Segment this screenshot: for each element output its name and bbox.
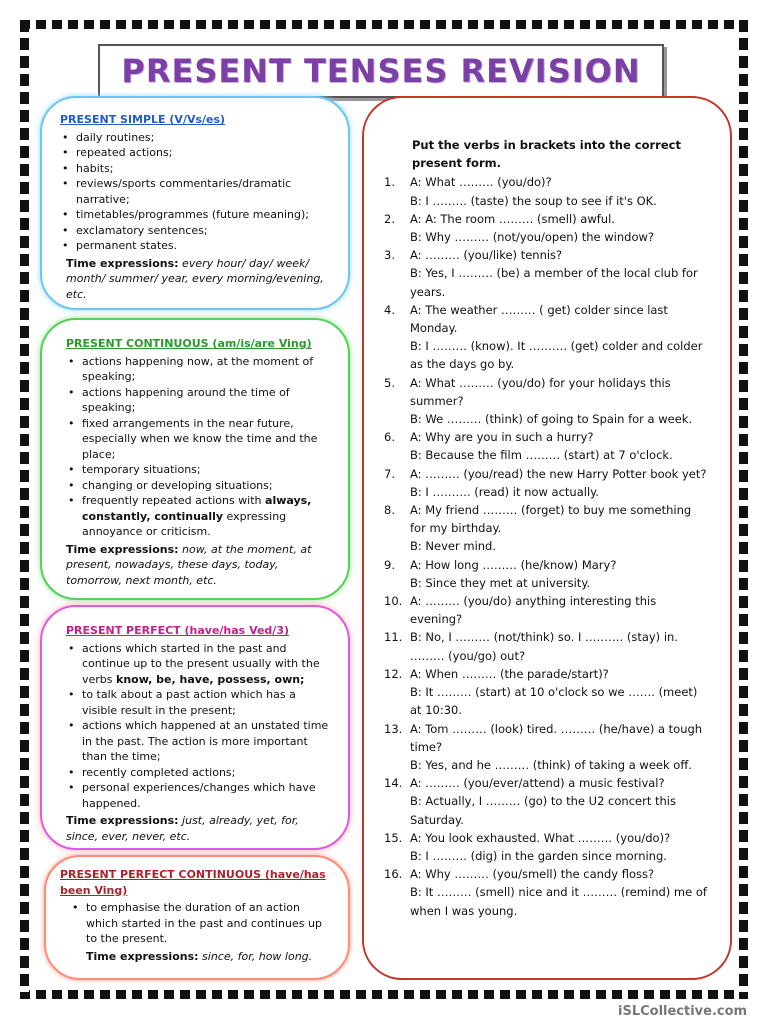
present-perfect-continuous-list	[60, 900, 334, 947]
exercise-line: B: It ……… (start) at 10 o'clock so we ……. (meet) at 10:30.	[410, 685, 698, 718]
exercise-item	[384, 720, 710, 775]
exercise-line: A: Why ……… (you/smell) the candy floss?	[410, 867, 655, 882]
exercise-line: A: Tom ……… (look) tired. ……… (he/have) a tough time?	[410, 721, 703, 754]
exercise-line: B: Why ……… (not/you/open) the window?	[410, 230, 654, 245]
exercise-number: 1.	[384, 175, 395, 190]
exercise-line: B: Actually, I ……… (go) to the U2 concert this Saturday.	[410, 794, 676, 827]
exercise-number: 16.	[384, 867, 403, 882]
present-continuous-list	[66, 354, 334, 540]
list-item: • temporary situations;	[82, 462, 334, 478]
exercise-line: B: Since they met at university.	[410, 575, 591, 590]
exercise-number: 14.	[384, 776, 403, 791]
decorative-border-right	[739, 20, 748, 999]
list-item: • reviews/sports commentaries/dramatic narrative;	[76, 176, 334, 207]
present-perfect-continuous-time-expressions: Time expressions: since, for, how long.	[86, 949, 313, 963]
exercise-number: 2.	[384, 211, 395, 226]
exercise-instruction: Put the verbs in brackets into the correct present form.	[412, 138, 681, 171]
exercise-line: A: My friend ……… (forget) to buy me something for my birthday.	[410, 503, 692, 536]
exercise-line: B: It ……… (smell) nice and it ……… (remind) me of when I was young.	[410, 885, 707, 918]
exercise-line: A: ……… (you/do) anything interesting this evening?	[410, 594, 657, 627]
exercise-line: B: I ……… (know). It ………. (get) colder and colder as the days go by.	[410, 339, 703, 372]
exercise-line: B: I ……… (taste) the soup to see if it's OK.	[410, 193, 657, 208]
list-item: • daily routines;	[76, 130, 334, 146]
exercise-number: 5.	[384, 375, 395, 390]
present-simple-box	[40, 96, 350, 310]
exercise-item	[384, 556, 710, 592]
list-item: • recently completed actions;	[82, 765, 334, 781]
exercise-line: A: Why are you in such a hurry?	[410, 430, 594, 445]
exercise-line: A: How long ……… (he/know) Mary?	[410, 557, 617, 572]
exercise-line: A: You look exhausted. What ……… (you/do)?	[410, 830, 671, 845]
exercise-item	[384, 501, 710, 556]
list-item: • timetables/programmes (future meaning);	[76, 207, 334, 223]
present-continuous-heading: PRESENT CONTINUOUS (am/is/are Ving)	[66, 337, 312, 350]
exercise-number: 10.	[384, 594, 403, 609]
exercise-number: 9.	[384, 557, 395, 572]
exercise-line: B: Never mind.	[410, 539, 497, 554]
exercise-number: 12.	[384, 666, 403, 681]
exercise-item	[384, 246, 710, 301]
exercise-item	[384, 301, 710, 374]
list-item: • repeated actions;	[76, 145, 334, 161]
list-item: • permanent states.	[76, 238, 334, 254]
present-simple-heading: PRESENT SIMPLE (V/Vs/es)	[60, 113, 226, 126]
present-perfect-continuous-box	[44, 855, 350, 980]
exercise-line: B: Yes, and he ……… (think) of taking a week off.	[410, 757, 692, 772]
exercise-line: B: Because the film ……… (start) at 7 o'clock.	[410, 448, 673, 463]
present-perfect-continuous-heading: PRESENT PERFECT CONTINUOUS (have/has been Ving)	[60, 868, 326, 897]
page-title: PRESENT TENSES REVISION	[121, 52, 641, 90]
present-perfect-box	[40, 605, 350, 850]
exercise-number: 13.	[384, 721, 403, 736]
exercise-item	[384, 428, 710, 464]
list-item: • exclamatory sentences;	[76, 223, 334, 239]
list-item: • to emphasise the duration of an action which started in the past and continues up to the present.	[86, 900, 334, 947]
exercise-item	[384, 829, 710, 865]
present-perfect-time-expressions: Time expressions: just, already, yet, for, since, ever, never, etc.	[66, 814, 299, 843]
exercise-line: A: What ……… (you/do) for your holidays this summer?	[410, 375, 671, 408]
present-perfect-list	[66, 641, 334, 812]
list-item: • frequently repeated actions with always, constantly, continually expressing annoyance or criticism.	[82, 493, 334, 540]
exercise-number: 15.	[384, 830, 403, 845]
exercise-line: B: I ………. (read) it now actually.	[410, 484, 599, 499]
decorative-border-top	[20, 20, 748, 29]
exercise-number: 6.	[384, 430, 395, 445]
exercise-line: A: ……… (you/ever/attend) a music festival?	[410, 776, 665, 791]
list-item: • actions happening now, at the moment of speaking;	[82, 354, 334, 385]
site-credit: iSLCollective.com	[618, 1004, 748, 1019]
exercise-line: B: Yes, I ……… (be) a member of the local club for years.	[410, 266, 698, 299]
exercise-number: 3.	[384, 248, 395, 263]
exercise-item	[384, 774, 710, 829]
exercise-number: 7.	[384, 466, 395, 481]
exercise-line: A: ……… (you/like) tennis?	[410, 248, 563, 263]
present-perfect-heading: PRESENT PERFECT (have/has Ved/3)	[66, 624, 290, 637]
decorative-border-bottom	[20, 990, 748, 999]
list-item: • actions which happened at an unstated time in the past. The action is more important than the time;	[82, 718, 334, 765]
decorative-border-left	[20, 20, 29, 999]
exercise-item	[384, 592, 710, 628]
exercise-line: B: We ……… (think) of going to Spain for a week.	[410, 412, 693, 427]
list-item: • personal experiences/changes which have happened.	[82, 780, 334, 811]
exercise-item	[384, 865, 710, 920]
exercise-item	[384, 465, 710, 501]
exercise-line: B: No, I ……… (not/think) so. I ………. (stay) in. ……… (you/go) out?	[410, 630, 678, 663]
exercise-line: A: ……… (you/read) the new Harry Potter book yet?	[410, 466, 707, 481]
exercise-item	[384, 173, 710, 209]
exercise-item	[384, 210, 710, 246]
exercise-box	[362, 96, 732, 980]
list-item: • actions which started in the past and continue up to the present usually with the verbs know, be, have, possess, own;	[82, 641, 334, 688]
exercise-item	[384, 665, 710, 720]
exercise-line: A: A: The room ……… (smell) awful.	[410, 211, 615, 226]
exercise-number: 11.	[384, 630, 403, 645]
exercise-number: 4.	[384, 302, 395, 317]
exercise-item	[384, 374, 710, 429]
present-simple-list	[60, 130, 334, 254]
exercise-line: A: What ……… (you/do)?	[410, 175, 552, 190]
present-continuous-box	[40, 318, 350, 600]
title-banner	[98, 44, 664, 98]
list-item: • changing or developing situations;	[82, 478, 334, 494]
list-item: • actions happening around the time of speaking;	[82, 385, 334, 416]
present-simple-time-expressions: Time expressions: every hour/ day/ week/ month/ summer/ year, every morning/evening, etc.	[66, 256, 324, 301]
exercise-list	[384, 173, 710, 919]
list-item: • habits;	[76, 161, 334, 177]
present-continuous-time-expressions: Time expressions: now, at the moment, at present, nowadays, these days, today, tomorrow, next month, etc.	[66, 542, 312, 587]
exercise-line: B: I ……… (dig) in the garden since morning.	[410, 848, 667, 863]
exercise-item	[384, 628, 710, 664]
exercise-line: A: When ……… (the parade/start)?	[410, 666, 609, 681]
list-item: • to talk about a past action which has a visible result in the present;	[82, 687, 334, 718]
exercise-line: A: The weather ……… ( get) colder since last Monday.	[410, 302, 668, 336]
list-item: • fixed arrangements in the near future, especially when we know the time and the place;	[82, 416, 334, 463]
exercise-number: 8.	[384, 503, 395, 518]
